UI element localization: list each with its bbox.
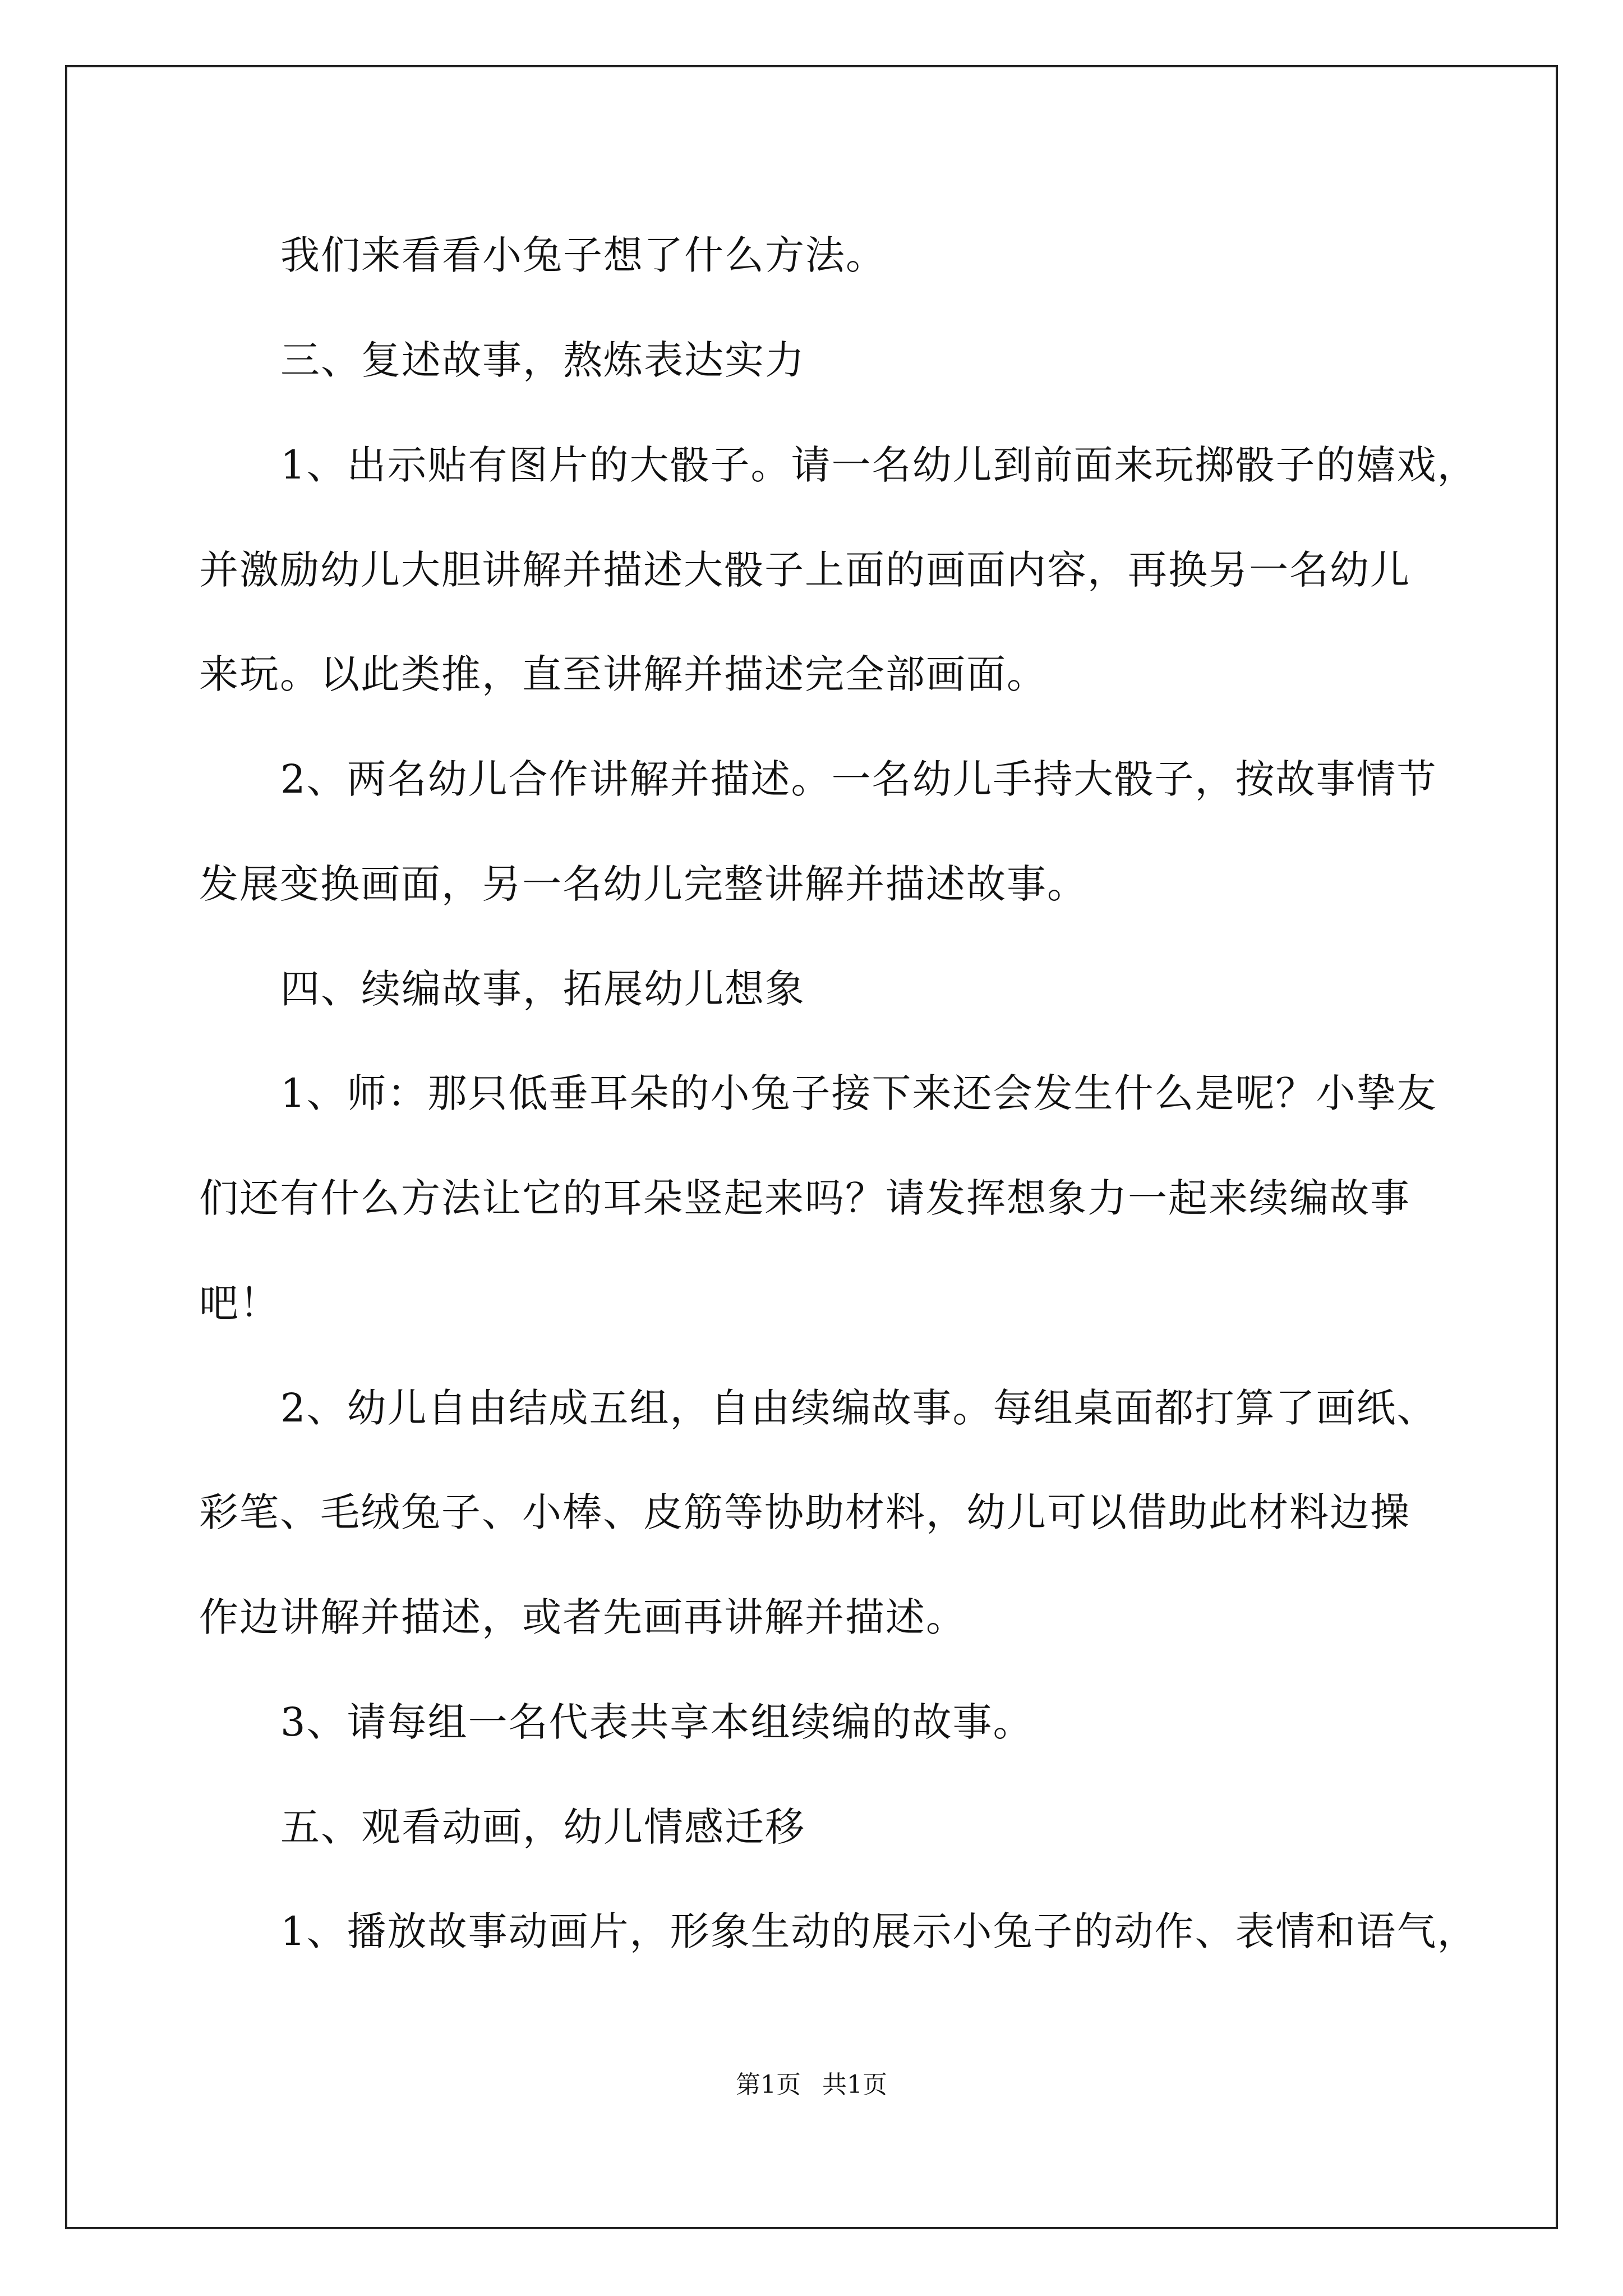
page-footer — [0, 2070, 1623, 2099]
paragraph-line: 2、两名幼儿合作讲解并描述。一名幼儿手持大骰子，按故事情节 — [280, 756, 1437, 802]
page-total: 共1页 — [822, 2070, 887, 2099]
paragraph-line: 2、幼儿自由结成五组，自由续编故事。每组桌面都打算了画纸、 — [280, 1385, 1437, 1431]
section-heading: 五、观看动画，幼儿情感迁移 — [280, 1804, 805, 1850]
paragraph-line: 们还有什么方法让它的耳朵竖起来吗？请发挥想象力一起来续编故事 — [199, 1175, 1410, 1221]
paragraph-line: 并激励幼儿大胆讲解并描述大骰子上面的画面内容，再换另一名幼儿 — [199, 547, 1410, 593]
paragraph-line: 1、师：那只低垂耳朵的小兔子接下来还会发生什么是呢？小挚友 — [280, 1070, 1437, 1116]
paragraph-line: 我们来看看小兔子想了什么方法。 — [280, 232, 886, 278]
page-number: 第1页 — [736, 2070, 801, 2099]
page-border — [65, 65, 1558, 2229]
section-heading: 三、复述故事，熬炼表达实力 — [280, 337, 805, 383]
paragraph-line: 来玩。以此类推，直至讲解并描述完全部画面。 — [199, 651, 1047, 697]
paragraph-line: 1、播放故事动画片，形象生动的展示小兔子的动作、表情和语气， — [280, 1908, 1478, 1954]
paragraph-line: 彩笔、毛绒兔子、小棒、皮筋等协助材料，幼儿可以借助此材料边操 — [199, 1489, 1410, 1535]
paragraph-line: 发展变换画面，另一名幼儿完整讲解并描述故事。 — [199, 861, 1087, 907]
paragraph-line: 作边讲解并描述，或者先画再讲解并描述。 — [199, 1594, 966, 1640]
paragraph-line: 吧！ — [199, 1280, 280, 1326]
paragraph-line: 1、出示贴有图片的大骰子。请一名幼儿到前面来玩掷骰子的嬉戏， — [280, 442, 1478, 488]
paragraph-line: 3、请每组一名代表共享本组续编的故事。 — [280, 1699, 1034, 1745]
section-heading: 四、续编故事，拓展幼儿想象 — [280, 966, 805, 1012]
